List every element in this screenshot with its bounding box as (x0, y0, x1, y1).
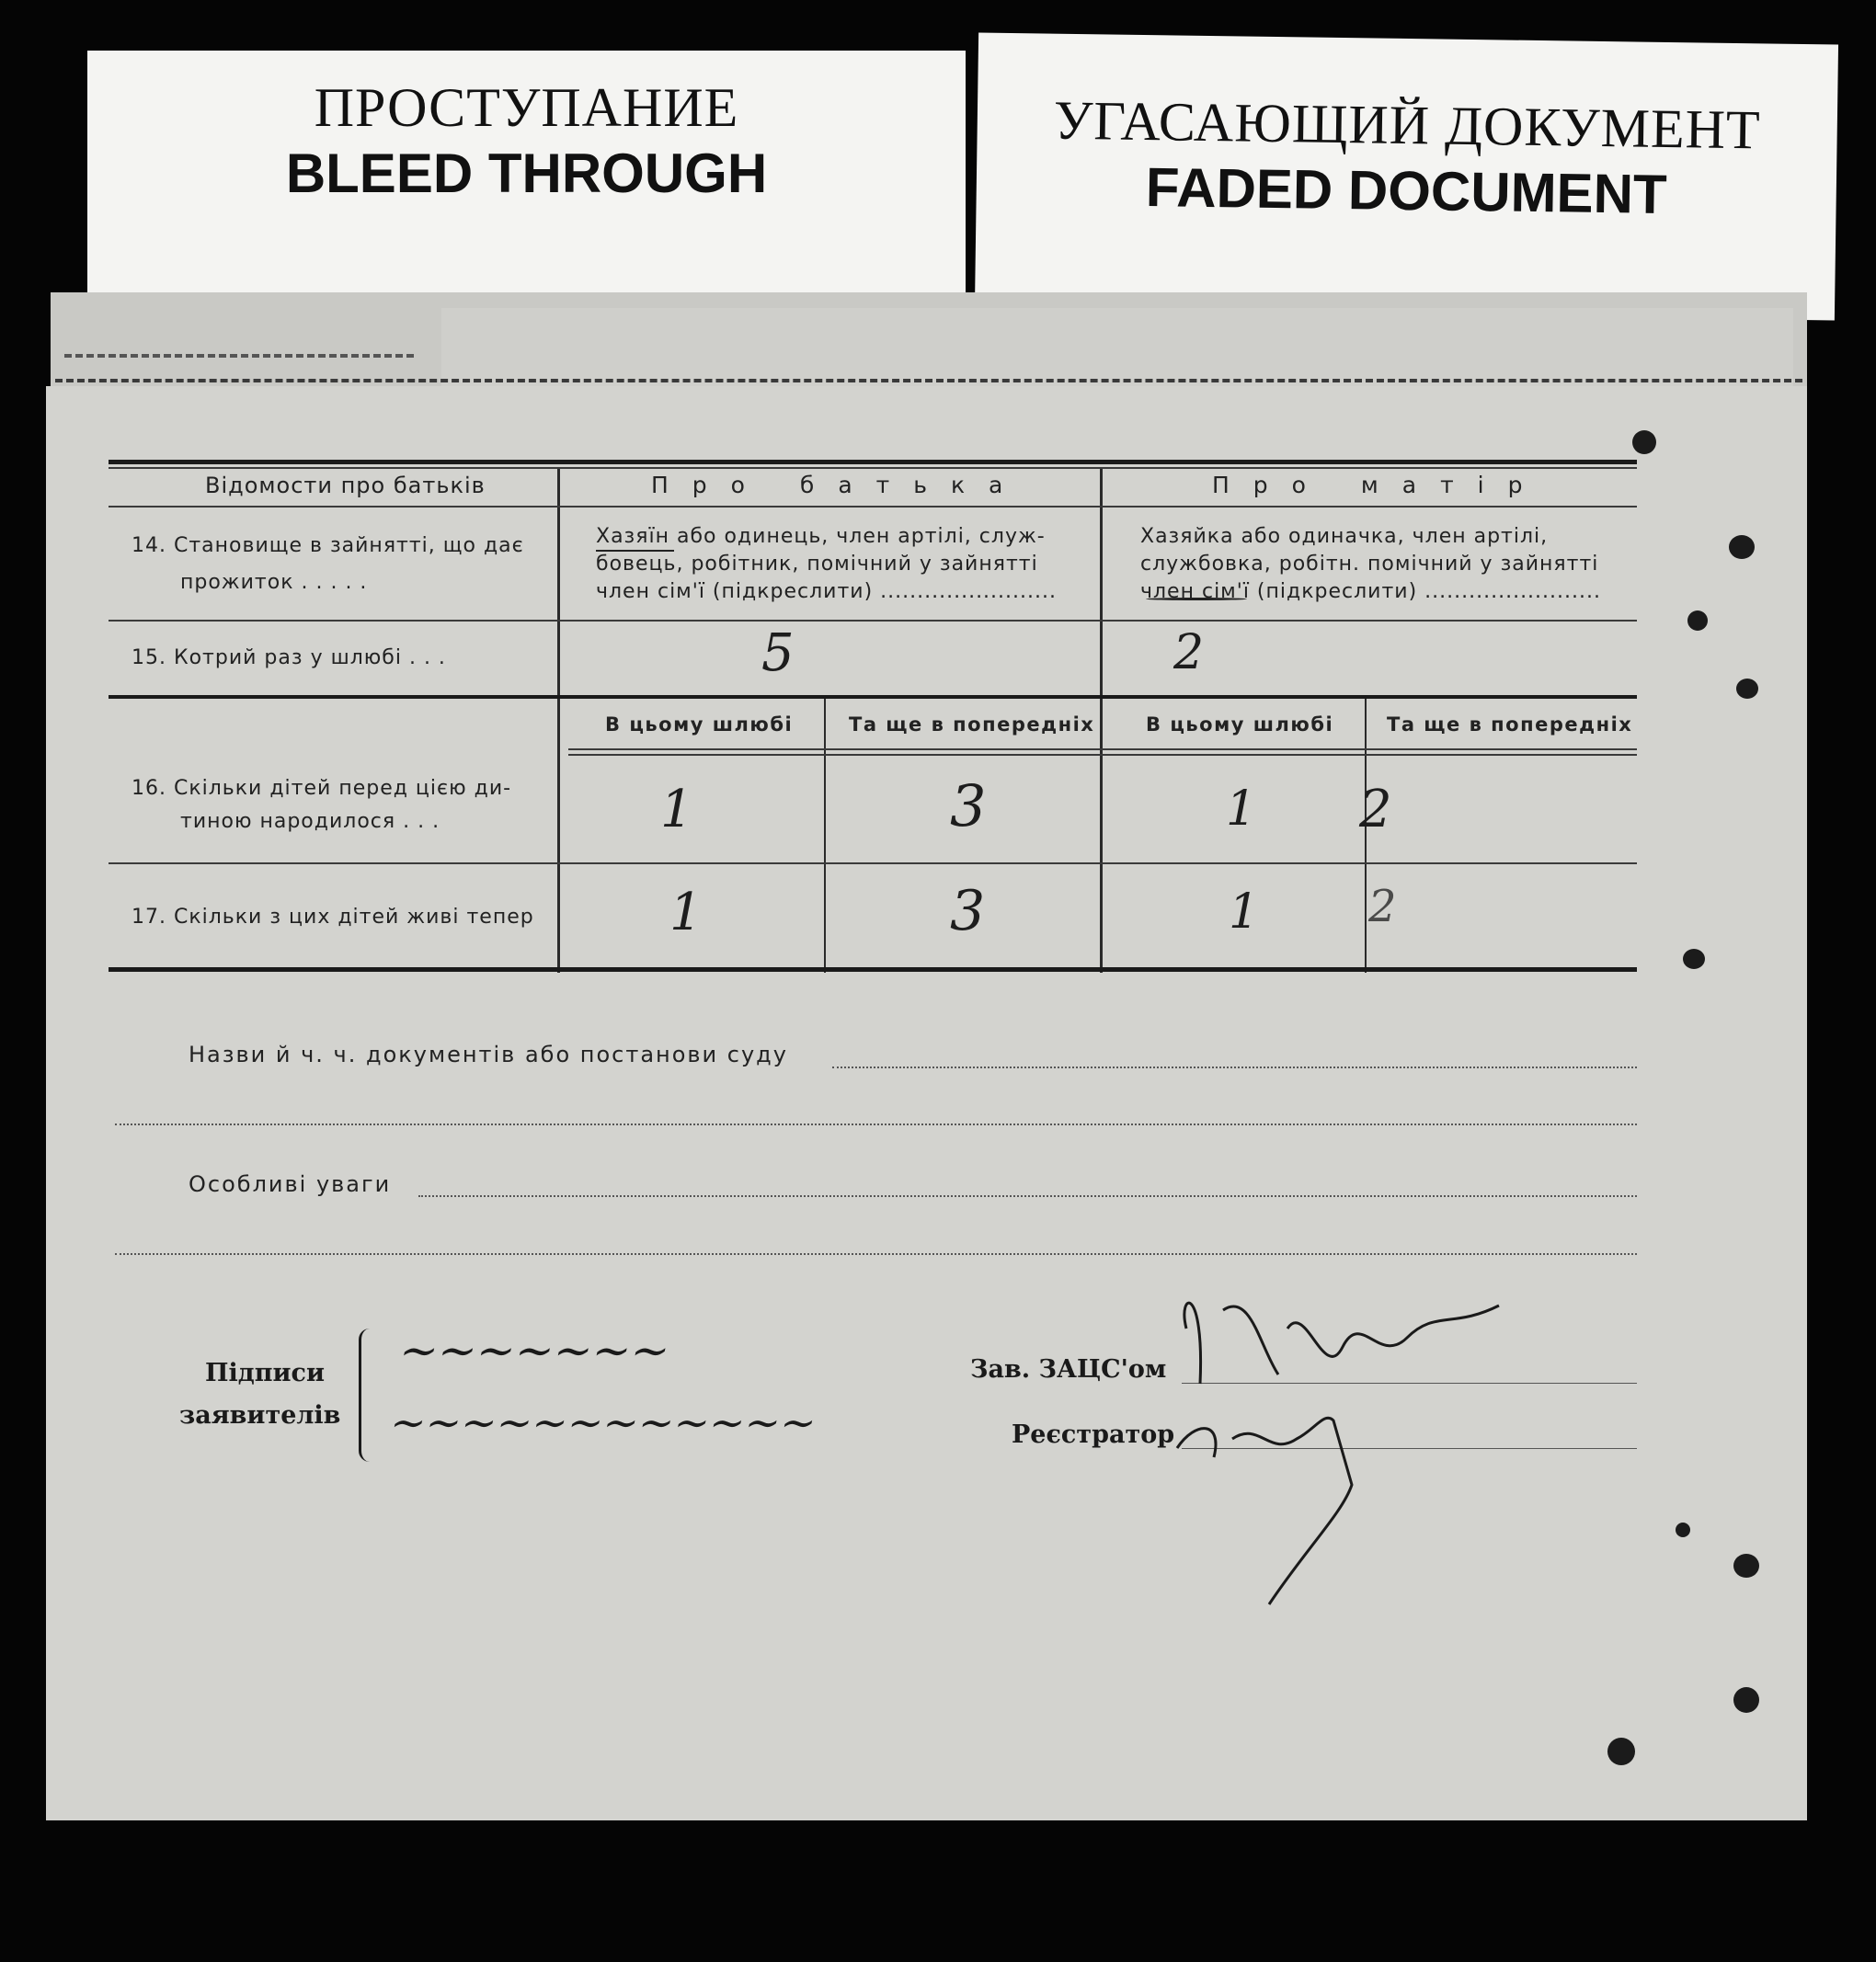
table-rule (109, 467, 1637, 469)
table-rule (109, 506, 1637, 508)
card-en-text: BLEED THROUGH (285, 143, 768, 204)
signatures-label-cont: заявителів (179, 1401, 341, 1430)
row14-label: 14. Становище в зайнятті, що дає (132, 534, 524, 557)
signatures-label: Підписи (205, 1359, 326, 1387)
subhead-this-marriage-mother: В цьому шлюбі (1146, 713, 1334, 736)
column-divider (557, 469, 560, 973)
row17-label: 17. Скільки з цих дітей живі тепер (132, 906, 534, 929)
registrar-label: Реєстратор (1012, 1420, 1175, 1449)
header-mother: Про матір (1212, 472, 1547, 498)
header-parents-info: Відомости про батьків (205, 473, 486, 498)
official-signatures (1168, 1273, 1517, 1614)
table-top-rule (109, 460, 1637, 464)
row16-label: 16. Скільки дітей перед цією ди- (132, 777, 512, 800)
underline-mark (596, 550, 674, 552)
row17-value-father-previous: 3 (950, 879, 986, 943)
punch-hole (1687, 610, 1708, 631)
punch-hole (1632, 430, 1656, 454)
row16-value-father-previous: 3 (950, 772, 987, 839)
table-rule (568, 748, 1637, 750)
brace-mark (359, 1329, 376, 1462)
fill-line (832, 1067, 1637, 1068)
fill-line (115, 1124, 1637, 1125)
table-rule (109, 695, 1637, 699)
fill-line (418, 1195, 1637, 1197)
row14-mother-line1: Хазяйка або одиначка, член артілі, (1140, 525, 1549, 548)
subhead-this-marriage-father: В цьому шлюбі (605, 713, 794, 736)
punch-hole (1683, 949, 1705, 969)
row17-value-mother-previous: 2 (1368, 881, 1397, 932)
row14-label-cont: прожиток . . . . . (180, 571, 368, 594)
card-ru-text: ПРОСТУПАНИЕ (314, 77, 739, 138)
punch-hole (1729, 535, 1755, 559)
punch-hole (1607, 1738, 1635, 1765)
punch-hole (1736, 679, 1758, 699)
zags-head-label: Зав. ЗАЦС'ом (970, 1355, 1167, 1384)
table-rule (109, 862, 1637, 864)
faded-document-card (975, 32, 1838, 320)
header-father: Про батька (651, 472, 1027, 498)
punch-hole (1733, 1687, 1759, 1713)
row16-value-mother-this: 1 (1226, 781, 1257, 837)
table-rule (109, 620, 1637, 622)
perforation-line (55, 379, 1802, 382)
row15-father-value: 5 (761, 623, 795, 683)
row14-mother-line3: член сім'ї (підкреслити) ........................ (1140, 580, 1601, 603)
row15-label: 15. Котрий раз у шлюбі . . . (132, 646, 446, 669)
punch-hole (1733, 1554, 1759, 1578)
table-rule (568, 754, 1637, 756)
fill-line (115, 1253, 1637, 1255)
row17-value-father-this: 1 (669, 883, 703, 942)
underline-mark (1146, 598, 1247, 600)
mother-signature: ~~~~~~~~~~~~ (385, 1397, 822, 1447)
row17-value-mother-this: 1 (1229, 884, 1260, 940)
card-en-text: FADED DOCUMENT (1145, 156, 1668, 225)
column-divider (824, 697, 826, 973)
documents-label: Назви й ч. ч. документів або постанови суду (189, 1042, 788, 1067)
row16-label-cont: тиною народилося . . . (180, 810, 440, 833)
table-bottom-rule (109, 967, 1637, 972)
bleed-through-card (87, 51, 966, 303)
perforation-line (64, 354, 414, 358)
remarks-label: Особливі уваги (189, 1171, 392, 1197)
column-divider (1100, 469, 1103, 973)
subhead-previous-father: Та ще в попередніх (849, 713, 1095, 736)
row15-mother-value: 2 (1173, 625, 1205, 680)
row14-father-line3: член сім'ї (підкреслити) ........................ (596, 580, 1057, 603)
punch-hole (1676, 1523, 1690, 1537)
row16-value-mother-previous: 2 (1359, 780, 1392, 839)
father-signature: ~~~~~~~ (394, 1324, 676, 1377)
row16-value-father-this: 1 (660, 780, 693, 839)
row14-father-line1: Хазяїн або одинець, член артілі, служ- (596, 525, 1046, 548)
row14-father-line2: бовець, робітник, помічний у зайнятті (596, 553, 1038, 576)
card-ru-text: УГАСАЮЩИЙ ДОКУМЕНТ (1053, 89, 1762, 161)
row14-mother-line2: службовка, робітн. помічний у зайнятті (1140, 553, 1599, 576)
subhead-previous-mother: Та ще в попередніх (1387, 713, 1633, 736)
